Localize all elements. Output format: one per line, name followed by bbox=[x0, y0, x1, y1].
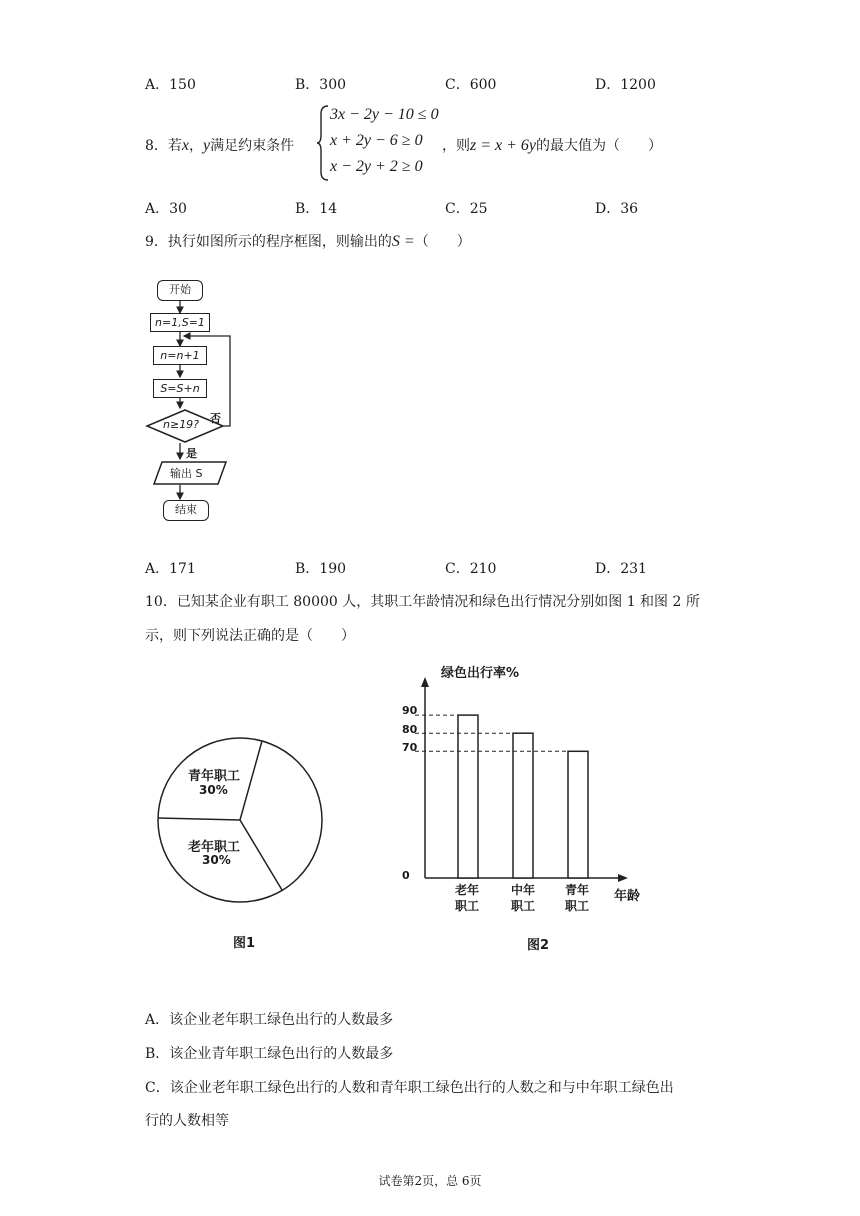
page-footer: 试卷第2页，总 6页 bbox=[378, 1174, 482, 1188]
q9-option-c: C．210 bbox=[445, 561, 497, 577]
fig2-y-axis-arrow bbox=[421, 677, 429, 687]
flowchart-start: 开始 bbox=[157, 280, 203, 301]
fig2-xlabel: 年龄 bbox=[614, 889, 641, 904]
q8-option-c: C．25 bbox=[445, 201, 488, 217]
fig2-bar-elder bbox=[458, 715, 478, 878]
q8-constraint-3: x − 2y + 2 ≥ 0 bbox=[330, 158, 423, 175]
fig2-ylabel: 绿色出行率% bbox=[441, 666, 520, 681]
fig1-slice-label-youth: 青年职工 bbox=[188, 769, 241, 784]
fig2-ytick-90: 90 bbox=[402, 704, 418, 717]
fig2-xtick-elder: 老年 职工 bbox=[455, 883, 480, 913]
q9-stem: 9．执行如图所示的程序框图，则输出的S =（ ） bbox=[145, 233, 471, 250]
q10-option-b: B．该企业青年职工绿色出行的人数最多 bbox=[145, 1046, 394, 1062]
fig2-x-axis-arrow bbox=[618, 874, 628, 882]
q10-option-a: A．该企业老年职工绿色出行的人数最多 bbox=[145, 1012, 394, 1028]
flowchart-output: 输出 S bbox=[170, 467, 203, 480]
fig2-xtick-middle: 中年 职工 bbox=[511, 883, 536, 913]
q10-option-c: C．该企业老年职工绿色出行的人数和青年职工绿色出行的人数之和与中年职工绿色出 bbox=[145, 1080, 674, 1096]
q7-option-c: C．600 bbox=[445, 77, 497, 93]
flowchart-init: n=1,S=1 bbox=[150, 313, 210, 332]
fig1-slice-label-elder: 老年职工 bbox=[188, 840, 241, 855]
fig1-pie-chart bbox=[150, 730, 330, 910]
q8-constraint-1: 3x − 2y − 10 ≤ 0 bbox=[330, 106, 439, 123]
q10-stem-line1: 10．已知某企业有职工 80000 人，其职工年龄情况和绿色出行情况分别如图 1 和图 2 所 bbox=[145, 594, 700, 610]
flowchart-yes-label: 是 bbox=[186, 447, 197, 460]
fig2-ytick-0: 0 bbox=[402, 869, 410, 882]
fig2-bar-middle bbox=[513, 733, 533, 878]
flowchart-step-n: n=n+1 bbox=[153, 346, 207, 365]
fig2-xtick-youth: 青年 职工 bbox=[565, 883, 590, 913]
q9-option-b: B．190 bbox=[295, 561, 347, 577]
fig2-bar-youth bbox=[568, 751, 588, 878]
q10-stem-line2: 示，则下列说法正确的是（ ） bbox=[145, 628, 355, 644]
flowchart-no-label: 否 bbox=[210, 412, 221, 425]
flowchart-condition: n≥19? bbox=[163, 418, 200, 431]
q8-option-d: D．36 bbox=[595, 201, 639, 217]
q8-option-a: A．30 bbox=[145, 201, 187, 217]
q7-option-a: A．150 bbox=[145, 77, 196, 93]
q8-option-b: B．14 bbox=[295, 201, 338, 217]
fig2-caption: 图2 bbox=[527, 938, 550, 953]
q7-option-d: D．1200 bbox=[595, 77, 656, 93]
fig1-slice-pct-elder: 30% bbox=[202, 853, 231, 867]
q10-option-c-cont: 行的人数相等 bbox=[145, 1113, 229, 1129]
fig1-slice-pct-youth: 30% bbox=[199, 783, 228, 797]
flowchart-end: 结束 bbox=[163, 500, 209, 521]
q8-stem: 8．若x，y满足约束条件 bbox=[145, 137, 295, 154]
q8-brace bbox=[316, 104, 330, 182]
q9-option-a: A．171 bbox=[145, 561, 196, 577]
fig2-plot bbox=[380, 675, 660, 895]
q9-option-d: D．231 bbox=[595, 561, 647, 577]
q8-objective: ，则z = x + 6y的最大值为（ ） bbox=[442, 137, 663, 154]
fig2-ytick-70: 70 bbox=[402, 741, 418, 754]
fig1-caption: 图1 bbox=[233, 936, 256, 951]
q7-option-b: B．300 bbox=[295, 77, 347, 93]
q8-constraint-2: x + 2y − 6 ≥ 0 bbox=[330, 132, 423, 149]
fig2-ytick-80: 80 bbox=[402, 723, 418, 736]
flowchart-step-s: S=S+n bbox=[153, 379, 207, 398]
